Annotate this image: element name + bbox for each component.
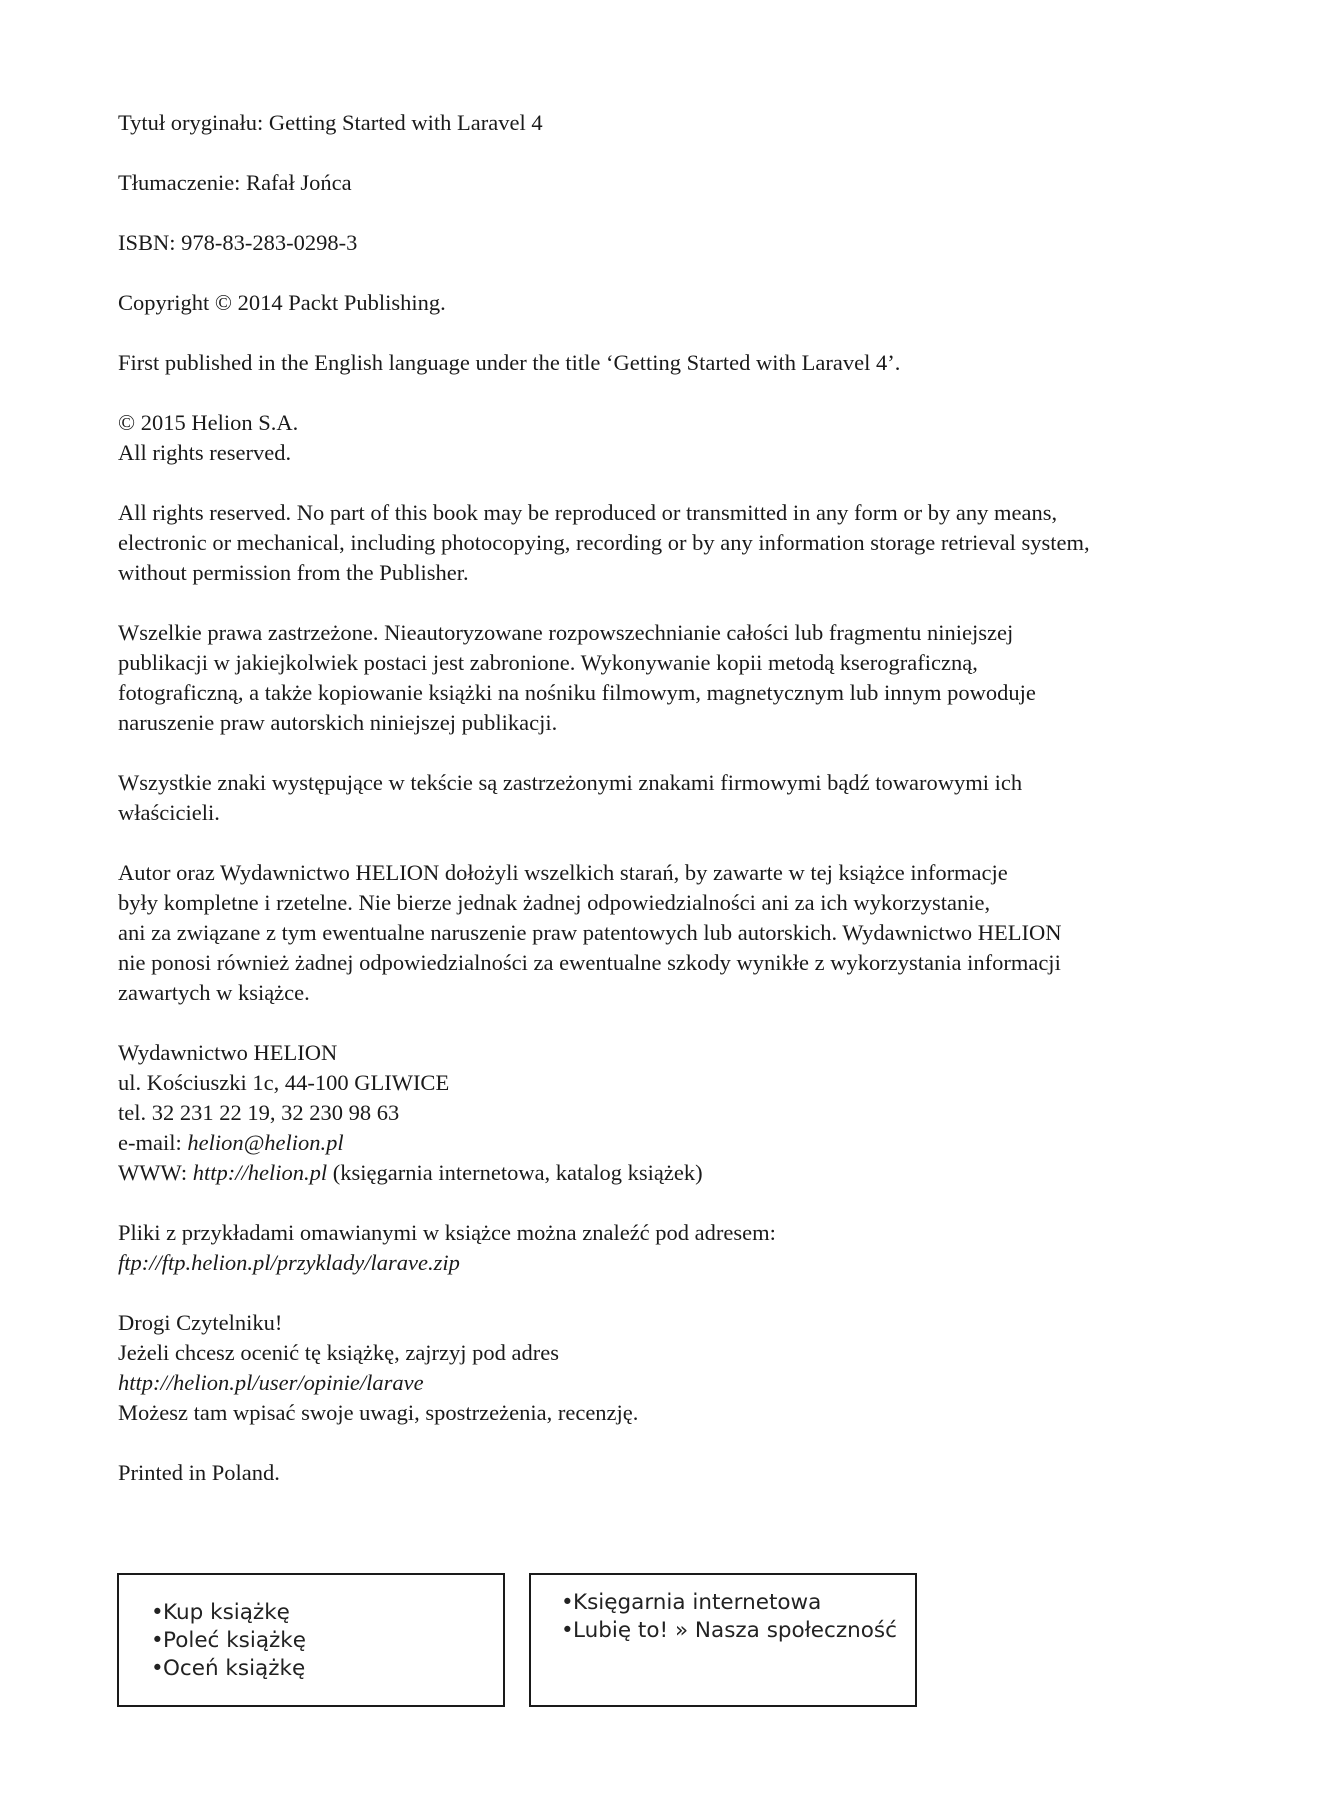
first-published-notice: First published in the English language under the title ‘Getting Started with Laravel 4’. [118,350,901,375]
online-bookstore-link[interactable]: •Księgarnia internetowa [561,1590,822,1615]
rate-book-link[interactable]: http://helion.pl/user/opinie/larave [118,1370,424,1395]
bullet-icon: • [151,1628,164,1653]
colophon-page [118,108,1238,1518]
publisher-contact [118,1038,1238,1188]
rights-english: All rights reserved. No part of this book may be reproduced or transmitted in any form or by any means, electronic or mechanical, including photocopying, recording or by any information storage retrieval system, without permission from the Publisher. [118,500,1090,585]
publisher-phone: tel. 32 231 22 19, 32 230 98 63 [118,1100,400,1125]
reader-note: Drogi Czytelniku! Jeżeli chcesz ocenić tę książkę, zajrzyj pod adres http://helion.pl/user/opinie/larave Możesz tam wpisać swoje uwagi, spostrzeżenia, recenzję. [118,1308,1238,1428]
action-boxes [117,1573,1227,1709]
bullet-icon: • [151,1656,164,1681]
isbn: ISBN: 978-83-283-0298-3 [118,230,358,255]
helion-copyright: © 2015 Helion S.A. All rights reserved. [118,410,299,465]
bullet-icon: • [561,1618,574,1643]
original-title: Tytuł oryginału: Getting Started with Laravel 4 [118,110,543,135]
buy-book-link[interactable]: •Kup książkę [151,1600,290,1625]
disclaimer: Autor oraz Wydawnictwo HELION dołożyli wszelkich starań, by zawarte w tej książce informacje były kompletne i rzetelne. Nie bierze jednak żadnej odpowiedzialności ani za ich wykorzystanie, ani za związane z tym ewentualne naruszenie praw patentowych lub autorskich. Wydawnictwo HELION nie ponosi również żadnej odpowiedzialności za ewentualne szkody wynikłe z wykorzystania informacji zawartych w książce. [118,860,1062,1005]
bullet-icon: • [151,1600,164,1625]
translation-credit: Tłumaczenie: Rafał Jońca [118,170,352,195]
community-box [529,1573,917,1707]
examples-ftp-link[interactable]: ftp://ftp.helion.pl/przyklady/larave.zip [118,1250,460,1275]
rights-polish: Wszelkie prawa zastrzeżone. Nieautoryzowane rozpowszechnianie całości lub fragmentu niniejszej publikacji w jakiejkolwiek postaci jest zabronione. Wykonywanie kopii metodą kserograficzną, fotograficzną, a także kopiowanie książki na nośniku filmowym, magnetycznym lub innym powoduje naruszenie praw autorskich niniejszej publikacji. [118,620,1036,735]
publisher-address: ul. Kościuszki 1c, 44-100 GLIWICE [118,1070,450,1095]
publisher-name: Wydawnictwo HELION [118,1040,338,1065]
publisher-www-line: WWW: http://helion.pl (księgarnia internetowa, katalog książek) [118,1160,703,1185]
bullet-icon: • [561,1590,574,1615]
trademarks-notice: Wszystkie znaki występujące w tekście są zastrzeżonymi znakami firmowymi bądź towarowymi ich właścicieli. [118,770,1023,825]
rate-book-action-link[interactable]: •Oceń książkę [151,1656,306,1681]
community-link[interactable]: •Lubię to! » Nasza społeczność [561,1618,897,1643]
email-link[interactable]: helion@helion.pl [187,1130,344,1155]
publisher-email-line: e-mail: helion@helion.pl [118,1130,344,1155]
book-actions-box [117,1573,505,1707]
examples-download: Pliki z przykładami omawianymi w książce można znaleźć pod adresem: ftp://ftp.helion.pl/przyklady/larave.zip [118,1218,1238,1278]
website-link[interactable]: http://helion.pl [192,1160,328,1185]
printed-in: Printed in Poland. [118,1460,280,1485]
copyright-notice: Copyright © 2014 Packt Publishing. [118,290,446,315]
recommend-book-link[interactable]: •Poleć książkę [151,1628,306,1653]
